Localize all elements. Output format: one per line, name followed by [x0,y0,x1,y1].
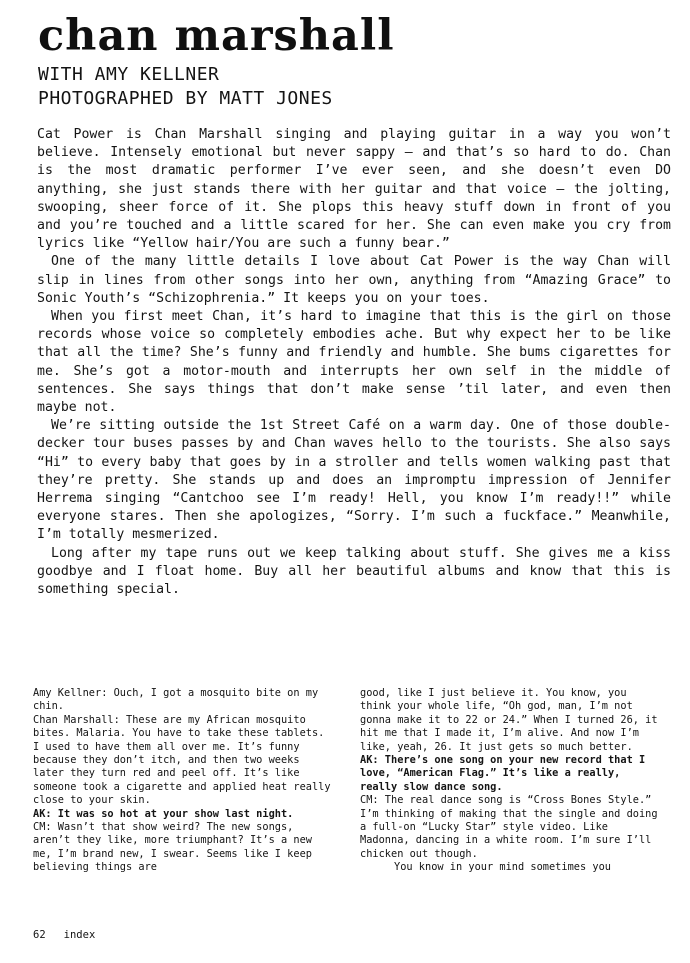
article-title: chan marshall [38,11,395,61]
interview-line: Chan Marshall: These are my African mosquito bites. Malaria. You have to take these tablets. I used to have them all over me. It’s funny because they don’t itch, and then two weeks later they turn red and peel off. It’s like someone took a cigarette and applied heat really close to your skin. [33,713,331,807]
magazine-name: index [63,929,96,941]
interview-question: AK: It was so hot at your show last night. [33,807,294,820]
photographer-credit: PHOTOGRAPHED BY MATT JONES [38,88,333,109]
intro-paragraph: When you first meet Chan, it’s hard to imagine that this is the girl on those records whose voice so completely embodies ache. But why expect her to be like that all the time? She’s funny and friendly and humble. She bums cigarettes for me. She’s got a motor-mouth and interrupts her own self in the middle of sentences. She says things that don’t make sense ’til later, and even then maybe not. [37,309,671,416]
interview-line: good, like I just believe it. You know, you think your whole life, “Oh god, man, I’m not gonna make it to 22 or 24.” When I turned 26, it hit me that I made it, I’m alive. And now I’m like, yeah, 26. It just gets so much better. [360,687,658,753]
page-number: 62 [33,929,46,941]
writer-credit: WITH AMY KELLNER [38,64,220,85]
intro-text [37,126,671,599]
intro-paragraph: Cat Power is Chan Marshall singing and playing guitar in a way you won’t believe. Intensely emotional but never sappy – and that’s so hard to do. Chan is the most dramatic performer I’ve ever seen, and she doesn’t even DO anything, she just stands there with her guitar and that voice – the jolting, swooping, sheer force of it. She plops this heavy stuff down in front of you and you’re touched and a little scared for her. She can even make you cry from lyrics like “Yellow hair/You are such a funny bear.” [37,127,671,252]
interview-column-left [33,687,331,875]
intro-paragraph: We’re sitting outside the 1st Street Café on a warm day. One of those double-decker tour buses passes by and Chan waves hello to the tourists. She also says “Hi” to every baby that goes by in a stroller and tells women walking past that they’re pretty. She stands up and does an impromptu impression of Jennifer Herrema singing “Cantchoo see I’m ready! Hell, you know I’m ready!!” while everyone stares. Then she apologizes, “Sorry. I’m such a fuckface.” Meanwhile, I’m totally mesmerized. [37,418,671,543]
interview-column-right [360,687,658,875]
interview-columns [33,687,658,875]
interview-line: You know in your mind sometimes you [394,861,611,874]
interview-line: CM: Wasn’t that show weird? The new songs, aren’t they like, more triumphant? It’s a new me, I’m brand new, I swear. Seems like I keep believing things are [33,821,312,874]
page-footer [33,929,95,941]
intro-paragraph: Long after my tape runs out we keep talking about stuff. She gives me a kiss goodbye and I float home. Buy all her beautiful albums and know that this is something special. [37,545,671,598]
intro-paragraph: One of the many little details I love about Cat Power is the way Chan will slip in lines from other songs into her own, anything from “Amazing Grace” to Sonic Youth’s “Schizophrenia.” It keeps you on your toes. [37,254,671,306]
interview-question: AK: There’s one song on your new record that I love, “American Flag.” It’s like a really, really slow dance song. [360,754,646,793]
interview-line: CM: The real dance song is “Cross Bones Style.” I’m thinking of making that the single and doing a full-on “Lucky Star” style video. Like Madonna, dancing in a white room. I’m sure I’ll chicken out though. [360,794,658,860]
interview-line: Amy Kellner: Ouch, I got a mosquito bite on my chin. [33,687,319,713]
